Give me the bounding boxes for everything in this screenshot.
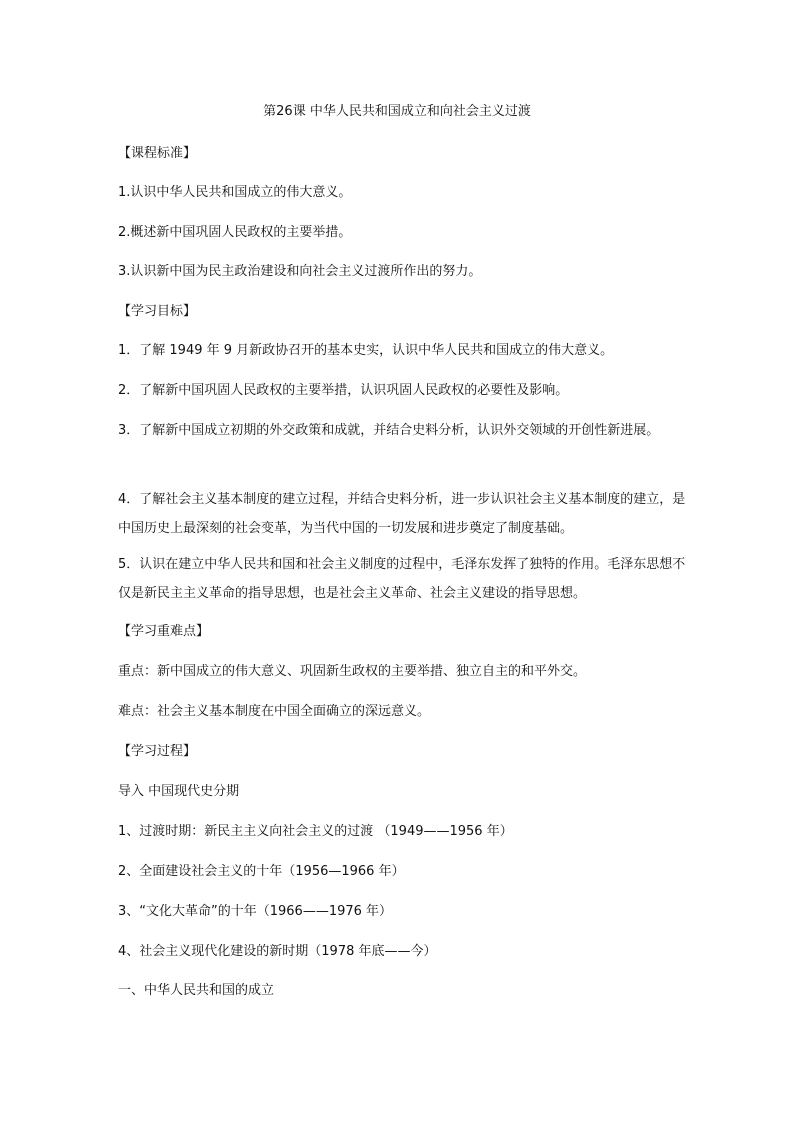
section-one-heading: 一、中华人民共和国的成立: [118, 983, 275, 998]
goal-item-2: 2．了解新中国巩固人民政权的主要举措，认识巩固人民政权的必要性及影响。: [118, 383, 569, 398]
curriculum-standard-heading: 【课程标准】: [118, 146, 197, 161]
period-item-1: 1、过渡时期：新民主主义向社会主义的过渡 （1949——1956 年）: [118, 824, 513, 839]
goal-item-1: 1．了解 1949 年 9 月新政协召开的基本史实，认识中华人民共和国成立的伟大意义。: [118, 343, 614, 358]
standard-item-1: 1.认识中华人民共和国成立的伟大意义。: [118, 185, 352, 200]
learning-process-heading: 【学习过程】: [118, 744, 197, 759]
focus-points: 重点：新中国成立的伟大意义、巩固新生政权的主要举措、独立自主的和平外交。: [118, 664, 587, 679]
lesson-title: 第26课 中华人民共和国成立和向社会主义过渡: [263, 104, 531, 119]
standard-item-2: 2.概述新中国巩固人民政权的主要举措。: [118, 225, 352, 240]
period-item-2: 2、全面建设社会主义的十年（1956—1966 年）: [118, 864, 405, 879]
period-item-4: 4、社会主义现代化建设的新时期（1978 年底——今）: [118, 944, 437, 959]
goal-item-5: 5．认识在建立中华人民共和国和社会主义制度的过程中，毛泽东发挥了独特的作用。毛泽东思想不仅是新民主主义革命的指导思想，也是社会主义革命、社会主义建设的指导思想。: [118, 557, 686, 601]
standard-item-3: 3.认识新中国为民主政治建设和向社会主义过渡所作出的努力。: [118, 264, 482, 279]
learning-goals-heading: 【学习目标】: [118, 304, 197, 319]
key-points-heading: 【学习重难点】: [118, 624, 210, 639]
period-item-3: 3、“文化大革命”的十年（1966——1976 年）: [118, 904, 393, 919]
process-intro: 导入 中国现代史分期: [118, 784, 240, 799]
goal-item-3: 3．了解新中国成立初期的外交政策和成就，并结合史料分析，认识外交领域的开创性新进展。: [118, 423, 660, 438]
goal-item-4: 4．了解社会主义基本制度的建立过程，并结合史料分析，进一步认识社会主义基本制度的建立，是中国历史上最深刻的社会变革，为当代中国的一切发展和进步奠定了制度基础。: [118, 492, 686, 536]
difficulty-points: 难点：社会主义基本制度在中国全面确立的深远意义。: [118, 704, 431, 719]
